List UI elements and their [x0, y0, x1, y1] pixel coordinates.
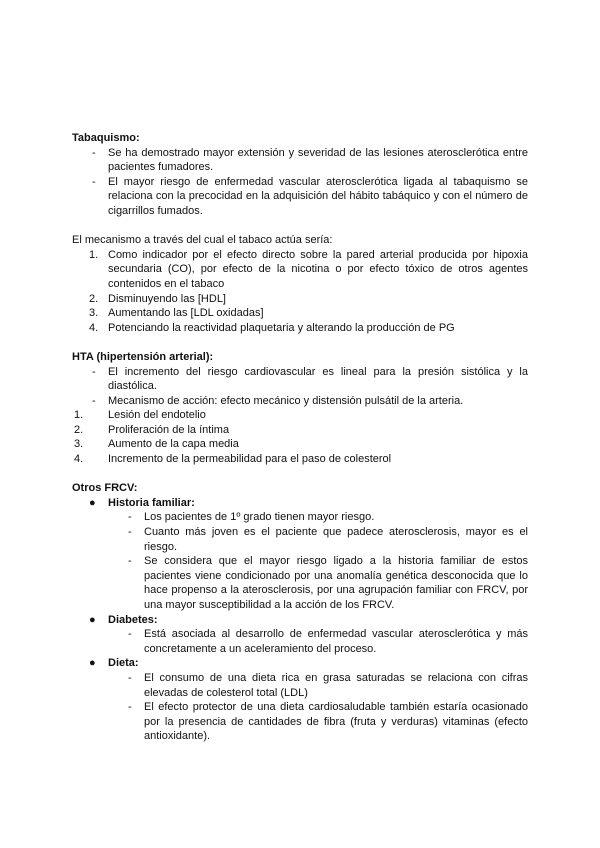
- section-heading-tabaquismo: Tabaquismo:: [72, 132, 140, 144]
- list-item: 4. Incremento de la permeabilidad para el paso de colesterol: [74, 453, 392, 466]
- list-item-text: Aumento de la capa media: [108, 438, 239, 451]
- subsection-title: Historia familiar:: [108, 496, 195, 509]
- list-item-text: Los pacientes de 1º grado tienen mayor riesgo.: [144, 511, 375, 524]
- section-heading-hta: HTA (hipertensión arterial):: [72, 350, 214, 363]
- subsection-title: Dieta:: [108, 657, 139, 670]
- list-item: 2. Proliferación de la íntima: [74, 423, 230, 436]
- list-item: 3. Aumento de la capa media: [74, 438, 239, 451]
- list-item: - El efecto protector de una dieta cardiosaludable también estaría ocasionado por la presencia de cantidades de fibra (fruta y verduras) vitaminas (efecto antioxidante).: [128, 701, 528, 743]
- document-page: [72, 131, 528, 744]
- list-item: - El consumo de una dieta rica en grasa saturadas se relaciona con cifras elevadas de colesterol total (LDL): [128, 671, 528, 699]
- list-item: - El mayor riesgo de enfermedad vascular aterosclerótica ligada al tabaquismo se relaciona con la precocidad en la adquisición del hábito tabáquico y con el número de cigarrillos fumados.: [92, 175, 528, 217]
- list-item-text: Cuanto más joven es el paciente que padece aterosclerosis, mayor es el riesgo.: [144, 526, 528, 553]
- list-item: 2. Disminuyendo las [HDL]: [89, 292, 226, 305]
- list-item: - Se considera que el mayor riesgo ligado a la historia familiar de estos pacientes viene condicionado por una anomalía genética desconocida que lo hace propenso a la aterosclerosis, por una agrupación familiar con FRCV, por una mayor susceptibilidad a la acción de los FRCV.: [128, 555, 528, 611]
- list-item-text: Potenciando la reactividad plaquetaria y alterando la producción de PG: [108, 321, 455, 334]
- list-item-text: Incremento de la permeabilidad para el paso de colesterol: [108, 453, 392, 466]
- list-item: 1. Como indicador por el efecto directo sobre la pared arterial producida por hipoxia secundaria (CO), por efecto de la nicotina o por efecto tóxico de otros agentes contenidos en el tabaco: [89, 248, 528, 290]
- list-item-text: Como indicador por el efecto directo sobre la pared arterial producida por hipoxia secundaria (CO), por efecto de la nicotina o por efecto tóxico de otros agentes contenidos en el tabaco: [108, 248, 528, 290]
- list-item: - Mecanismo de acción: efecto mecánico y distensión pulsátil de la arteria.: [92, 394, 464, 407]
- list-item-text: Disminuyendo las [HDL]: [108, 292, 226, 305]
- list-item-text: Proliferación de la íntima: [108, 423, 230, 436]
- section-heading-otros: Otros FRCV:: [72, 482, 138, 495]
- list-item-text: Se considera que el mayor riesgo ligado a la historia familiar de estos pacientes viene condicionado por una anomalía genética desconocida que lo hace propenso a la aterosclerosis, por una agrupación familiar con FRCV, por una mayor susceptibilidad a la acción de los FRCV.: [144, 555, 528, 611]
- list-item-text: El mayor riesgo de enfermedad vascular aterosclerótica ligada al tabaquismo se relaciona con la precocidad en la adquisición del hábito tabáquico y con el número de cigarrillos fumados.: [108, 175, 528, 217]
- subsection-dieta: ● Dieta:: [89, 657, 139, 670]
- list-item: 4. Potenciando la reactividad plaquetaria y alterando la producción de PG: [89, 321, 455, 334]
- list-item: - Está asociada al desarrollo de enfermedad vascular aterosclerótica y más concretamente a un aceleramiento del proceso.: [128, 628, 528, 655]
- subsection-title: Diabetes:: [108, 613, 158, 626]
- list-item-text: Se ha demostrado mayor extensión y severidad de las lesiones aterosclerótica entre pacientes fumadores.: [108, 146, 528, 174]
- list-item-text: Lesión del endotelio: [108, 409, 206, 422]
- list-item-text: El efecto protector de una dieta cardiosaludable también estaría ocasionado por la presencia de cantidades de fibra (fruta y verduras) vitaminas (efecto antioxidante).: [144, 701, 528, 743]
- list-item-text: El incremento del riesgo cardiovascular es lineal para la presión sistólica y la diastólica.: [108, 365, 528, 393]
- list-item-text: El consumo de una dieta rica en grasa saturadas se relaciona con cifras elevadas de colesterol total (LDL): [144, 671, 528, 699]
- subsection-historia-familiar: ● Historia familiar:: [89, 496, 195, 509]
- list-item-text: Está asociada al desarrollo de enfermedad vascular aterosclerótica y más concretamente a un aceleramiento del proceso.: [144, 628, 528, 655]
- list-item: 3. Aumentando las [LDL oxidadas]: [89, 307, 264, 320]
- subsection-diabetes: ● Diabetes:: [89, 613, 158, 626]
- list-item: 1. Lesión del endotelio: [74, 409, 206, 422]
- list-item: - Los pacientes de 1º grado tienen mayor riesgo.: [128, 511, 375, 524]
- list-item: - Se ha demostrado mayor extensión y severidad de las lesiones aterosclerótica entre pacientes fumadores.: [92, 146, 528, 174]
- list-item: - Cuanto más joven es el paciente que padece aterosclerosis, mayor es el riesgo.: [128, 526, 528, 553]
- list-item-text: Aumentando las [LDL oxidadas]: [108, 307, 264, 320]
- list-item-text: Mecanismo de acción: efecto mecánico y distensión pulsátil de la arteria.: [108, 394, 464, 407]
- mechanism-intro: El mecanismo a través del cual el tabaco actúa sería:: [72, 234, 333, 247]
- list-item: - El incremento del riesgo cardiovascular es lineal para la presión sistólica y la diastólica.: [92, 365, 528, 393]
